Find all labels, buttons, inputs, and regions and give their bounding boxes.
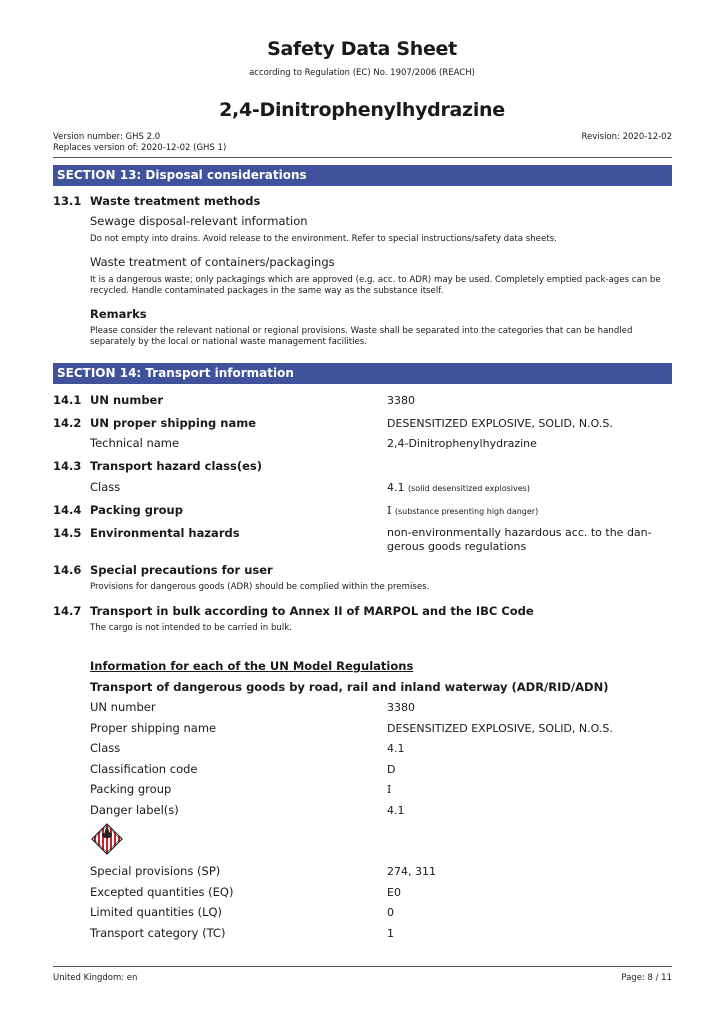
containers-text: It is a dangerous waste; only packagings which are approved (e.g. acc. to ADR) may be used. Completely emptied pack-ages can be recycled. Handle contaminated packages in the same way as the substance itself.	[90, 275, 661, 296]
sewage-heading: Sewage disposal-relevant information	[90, 214, 308, 228]
adr-row-label: Transport category (TC)	[90, 926, 226, 940]
adr-row-value: 274, 311	[387, 865, 436, 878]
section-14-2-label: UN proper shipping name	[90, 416, 257, 430]
section-14-3-label: Transport hazard class(es)	[90, 459, 263, 473]
packing-group-note: (substance presenting high danger)	[394, 507, 539, 516]
adr-row-label: UN number	[90, 700, 156, 714]
adr-row-value: E0	[387, 886, 401, 899]
document-subtitle: according to Regulation (EC) No. 1907/2006 (REACH)	[249, 68, 475, 78]
section-14-6-number: 14.6	[53, 563, 82, 577]
section-14-5-number: 14.5	[53, 526, 82, 540]
adr-row-label: Class	[90, 741, 121, 755]
packing-group-roman: I	[387, 504, 392, 517]
section-14-5-label: Environmental hazards	[90, 526, 240, 540]
section-14-1-number: 14.1	[53, 393, 82, 407]
version-number: Version number: GHS 2.0	[53, 132, 161, 142]
section-14-4-number: 14.4	[53, 503, 82, 517]
adr-row-value: 3380	[387, 701, 415, 714]
adr-row-label: Packing group	[90, 782, 172, 796]
adr-row-label: Classification code	[90, 762, 198, 776]
adr-row-value: DESENSITIZED EXPLOSIVE, SOLID, N.O.S.	[387, 722, 613, 735]
adr-row-value: 1	[387, 927, 394, 940]
section-14-1-value: 3380	[387, 394, 415, 407]
section-14-6-text: Provisions for dangerous goods (ADR) should be complied within the premises.	[90, 582, 430, 592]
document-title: Safety Data Sheet	[267, 38, 457, 60]
section-14-7-text: The cargo is not intended to be carried in bulk.	[90, 623, 292, 633]
section-14-3-number: 14.3	[53, 459, 82, 473]
adr-row-label: Danger label(s)	[90, 803, 179, 817]
section-13-1-heading: Waste treatment methods	[90, 194, 261, 208]
containers-heading: Waste treatment of containers/packagings	[90, 255, 335, 269]
section-14-7-number: 14.7	[53, 604, 82, 618]
technical-name-value: 2,4-Dinitrophenylhydrazine	[387, 437, 537, 450]
adr-row-label: Limited quantities (LQ)	[90, 905, 223, 919]
section-14-header: SECTION 14: Transport information	[53, 363, 672, 384]
adr-heading: Transport of dangerous goods by road, rail and inland waterway (ADR/RID/ADN)	[90, 680, 609, 694]
footer-locale: United Kingdom: en	[53, 973, 138, 983]
adr-row-value: D	[387, 763, 396, 776]
section-14-7-label: Transport in bulk according to Annex II of MARPOL and the IBC Code	[90, 604, 534, 618]
section-14-4-label: Packing group	[90, 503, 183, 517]
footer-divider	[53, 966, 672, 967]
adr-row-label: Proper shipping name	[90, 721, 217, 735]
adr-row-value: I	[387, 783, 392, 796]
adr-row-label: Special provisions (SP)	[90, 864, 221, 878]
version-info	[53, 132, 226, 154]
replaces-version: Replaces version of: 2020-12-02 (GHS 1)	[53, 143, 227, 153]
section-14-2-number: 14.2	[53, 416, 82, 430]
remarks-heading: Remarks	[90, 307, 147, 321]
revision-date: Revision: 2020-12-02	[581, 132, 672, 142]
section-14-1-label: UN number	[90, 393, 164, 407]
section-14-2-value: DESENSITIZED EXPLOSIVE, SOLID, N.O.S.	[387, 417, 613, 430]
environmental-hazards-value: non-environmentally hazardous acc. to the dan-gerous goods regulations	[387, 526, 652, 553]
remarks-text: Please consider the relevant national or regional provisions. Waste shall be separated into the categories that can be handled separately by the local or national waste management facilities.	[90, 326, 633, 347]
class-note: (solid desensitized explosives)	[408, 484, 530, 493]
adr-row-label: Excepted quantities (EQ)	[90, 885, 234, 899]
technical-name-label: Technical name	[90, 436, 180, 450]
section-14-6-label: Special precautions for user	[90, 563, 273, 577]
adr-row-value: 4.1	[387, 804, 405, 817]
adr-row-value: 0	[387, 906, 394, 919]
section-13-header: SECTION 13: Disposal considerations	[53, 165, 672, 186]
un-model-heading: Information for each of the UN Model Regulations	[90, 659, 414, 673]
page-number: Page: 8 / 11	[621, 973, 672, 983]
adr-row-value: 4.1	[387, 742, 405, 755]
class-value	[387, 481, 530, 494]
section-13-1-number: 13.1	[53, 194, 82, 208]
packing-group-value	[387, 504, 538, 517]
sewage-text: Do not empty into drains. Avoid release to the environment. Refer to special instructions/safety data sheets.	[90, 234, 557, 244]
flammable-solid-class-4.1-icon	[90, 822, 124, 856]
header-divider	[53, 157, 672, 158]
product-name: 2,4-Dinitrophenylhydrazine	[219, 99, 505, 121]
class-label: Class	[90, 480, 121, 494]
class-number: 4.1	[387, 481, 405, 494]
